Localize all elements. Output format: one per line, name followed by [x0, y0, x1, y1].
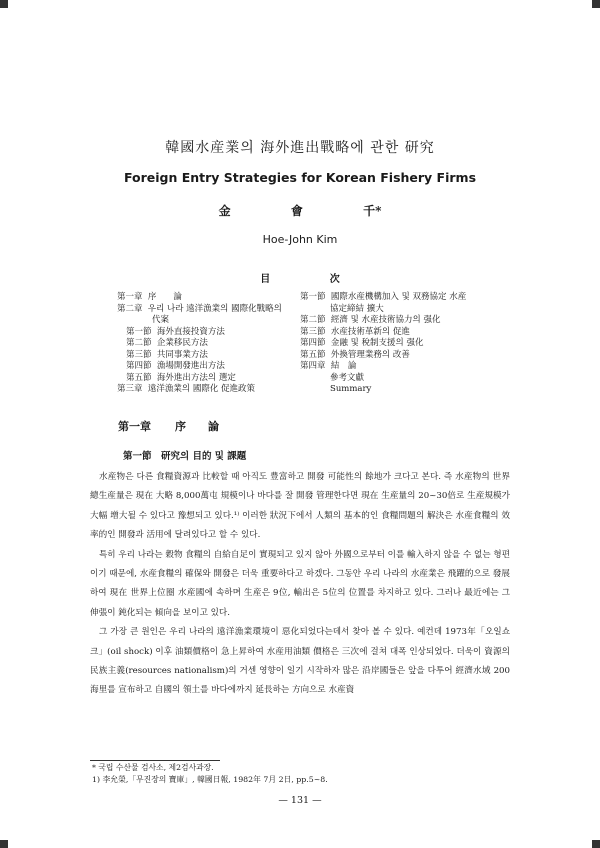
toc-entry-text: Summary — [330, 384, 372, 394]
footnotes — [92, 762, 512, 786]
toc-entry-number: 第五節 — [126, 372, 152, 383]
toc-entry — [300, 304, 500, 316]
toc-heading — [0, 270, 600, 285]
scan-corner-mark — [592, 840, 600, 848]
toc-entry — [300, 384, 500, 396]
scan-corner-mark — [0, 840, 8, 848]
toc-entry-text: 水産技術革新의 促進 — [330, 326, 410, 337]
toc-entry-text: 漁場開發進出方法 — [156, 361, 225, 371]
toc-entry-number: 第四節 — [300, 338, 326, 348]
scan-corner-mark — [592, 0, 600, 8]
scan-corner-mark — [0, 0, 8, 8]
toc-entry — [117, 361, 297, 373]
toc-entry — [117, 327, 297, 339]
toc-entry — [117, 338, 297, 350]
toc-entry-text: 序 論 — [147, 292, 182, 302]
toc-entry-text: 結 論 — [330, 361, 357, 371]
toc-entry-text: 外換管理業務의 改善 — [330, 349, 410, 360]
toc-entry-text: 우리 나라 遠洋漁業의 國際化戰略의 — [147, 303, 282, 314]
paragraph: 水産物은 다른 食糧資源과 比較할 때 아직도 豊富하고 開發 可能性의 餘地가 크다고 본다. 즉 水産物의 世界 總生産量은 現在 大略 8,000萬屯 規模이나 바다를 잘 開發 管理한다면 現在 生産量의 20~30倍로 生産規模가 大幅 增大될 수 있다고 豫想되고 있다.¹⁾ 이러한 狀況下에서 人類의 基本的인 食糧問題의 解決은 水産食糧의 效率的인 開發과 活用에 달려있다고 할 수 있다. — [90, 472, 510, 541]
chapter-title: 序 論 — [175, 420, 219, 433]
toc-entry — [300, 350, 500, 362]
toc-entry — [300, 361, 500, 373]
toc-entry-text: 金融 및 稅制支援의 强化 — [330, 338, 424, 348]
toc-entry-number: 第二節 — [300, 315, 326, 325]
footnote: * 국립 수산물 검사소, 제2검사과장. — [92, 763, 214, 772]
toc-entry-text: 海外進出方法의 選定 — [156, 372, 236, 383]
toc-entry-text: 共同事業方法 — [156, 349, 208, 360]
toc-entry — [117, 384, 297, 396]
toc-entry-text: 代案 — [152, 315, 170, 325]
toc-entry-text: 協定締結 擴大 — [330, 303, 384, 314]
toc-entry — [300, 327, 500, 339]
toc-entry — [117, 304, 297, 316]
chapter-heading — [118, 418, 243, 434]
toc-entry — [300, 373, 500, 385]
section-heading: 第一節 研究의 目的 및 課題 — [123, 451, 247, 462]
toc-entry-number: 第二節 — [126, 338, 152, 348]
author-name-part: 金 — [218, 204, 231, 218]
toc-entry-number: 第一節 — [300, 292, 326, 302]
footnote-divider — [90, 760, 220, 761]
toc-entry — [300, 315, 500, 327]
toc-entry-text: 經濟 및 水産技術協力의 强化 — [330, 315, 441, 325]
toc-heading-part: 目 — [260, 274, 271, 285]
chapter-number: 第一章 — [118, 420, 151, 433]
toc-entry — [117, 315, 297, 327]
body-text — [90, 468, 510, 701]
toc-entry-number: 第四節 — [126, 361, 152, 371]
author-name-part: 會 — [290, 204, 303, 218]
paragraph: 그 가장 큰 원인은 우리 나라의 遠洋漁業環境이 惡化되었다는데서 찾아 볼 수 있다. 예컨데 1973年「오일쇼크」(oil shock) 이후 油類價格이 急上昇하여 水産用油類 價格은 三次에 걸쳐 대폭 인상되었다. 더욱이 資源의 民族主義(resources nationalism)의 거센 영향이 일기 시작하자 많은 沿岸國들은 앞을 다투어 經濟水域 200海里를 宣布하고 自國의 領土를 바다에까지 延長하는 方向으로 水産資 — [90, 627, 510, 696]
paragraph: 특히 우리 나라는 穀物 食糧의 自給自足이 實現되고 있지 않아 外國으로부터 이를 輸入하지 않을 수 없는 형편이기 때문에, 水産食糧의 確保와 開發은 더욱 重要하다고 하겠다. 그동안 우리 나라의 水産業은 飛躍的으로 發展하여 現在 世界上位圈 水産國에 속하며 生産은 9位, 輸出은 5位의 位置를 차지하고 있다. 그러나 最近에는 그 伸張이 鈍化되는 傾向을 보이고 있다. — [90, 549, 510, 618]
toc-heading-part: 次 — [329, 274, 340, 285]
toc-entry-number: 第一章 — [117, 292, 143, 302]
toc-entry-number: 第三節 — [300, 326, 326, 337]
toc-entry-number: 第一節 — [126, 326, 152, 337]
toc-entry — [117, 373, 297, 385]
author-name-part: 千* — [363, 204, 382, 218]
toc-entry-number: 第三章 — [117, 384, 143, 394]
toc-entry-number: 第二章 — [117, 303, 143, 314]
toc-entry-text: 遠洋漁業의 國際化 促進政策 — [147, 384, 256, 394]
paper-title-korean: 韓國水産業의 海外進出戰略에 관한 研究 — [165, 140, 435, 156]
author-name-english: Hoe-John Kim — [262, 233, 338, 246]
toc-right-column — [300, 292, 500, 396]
toc-entry-text: 海外直接投資方法 — [156, 326, 225, 337]
toc-entry — [117, 350, 297, 362]
toc-entry — [117, 292, 297, 304]
paper-title-english: Foreign Entry Strategies for Korean Fishery Firms — [123, 170, 477, 185]
toc-entry-text: 國際水産機構加入 및 双務協定 水産 — [330, 292, 467, 302]
toc-entry-number: 第三節 — [126, 349, 152, 360]
toc-entry-number: 第四章 — [300, 361, 326, 371]
author-name-korean — [0, 202, 600, 219]
footnote: 1) 李允榮,「무진장의 寶庫」, 韓國日報, 1982年 7月 2日, pp.5~8. — [92, 775, 328, 784]
toc-entry-number: 第五節 — [300, 349, 326, 360]
toc-entry — [300, 292, 500, 304]
page-number: — 131 — — [278, 795, 322, 806]
toc-entry-text: 企業移民方法 — [156, 338, 208, 348]
toc-left-column — [117, 292, 297, 396]
toc-entry — [300, 338, 500, 350]
toc-entry-text: 參考文獻 — [330, 372, 365, 383]
